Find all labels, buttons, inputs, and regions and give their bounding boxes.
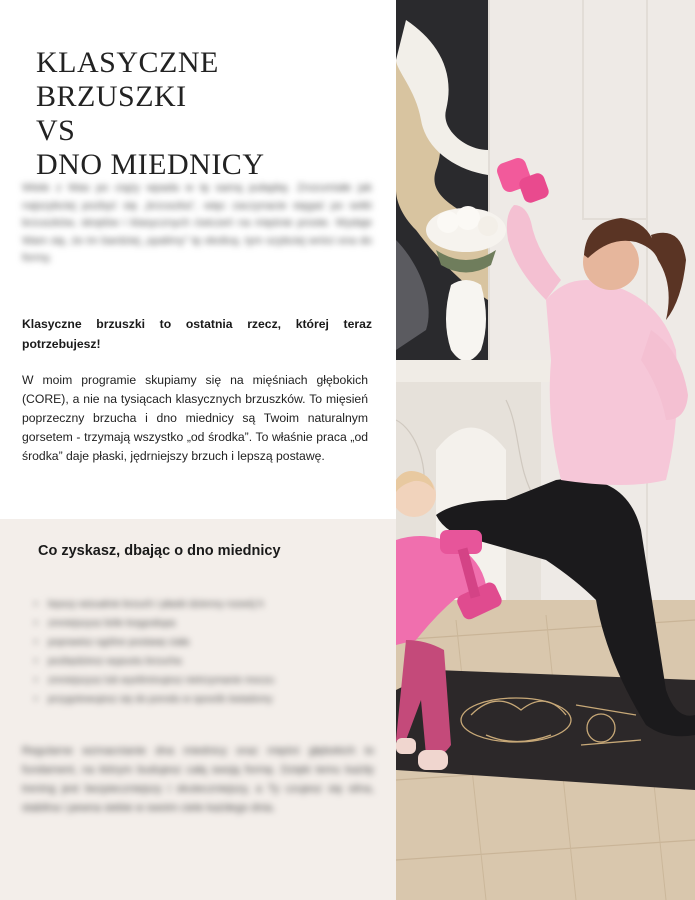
bold-statement: Klasyczne brzuszki to ostatnia rzecz, której teraz potrzebujesz! <box>22 317 372 351</box>
list-item: • zmniejszysz bóle kręgosłupa <box>34 614 370 633</box>
benefits-list-blurred <box>34 595 370 709</box>
page-title <box>36 46 376 182</box>
benefits-heading: Co zyskasz, dbając o dno miednicy <box>38 543 281 559</box>
list-item: • poprawisz ogólne postawę ciała <box>34 633 370 652</box>
intro-paragraph-blurred: Wiele z Was po ciąży wpada w tę samą pułapkę. Zrozumiałe jak najszybciej pozbyć się „brzuszka”, więc zaczynacie sięgać po setki brzuszków, skrętów i klasycznych ćwiczeń na mięśnie proste. Wydaje Wam się, że im bardziej „spalimy” tę okolicę, tym szybciej wróci ona do formy. <box>22 182 372 264</box>
list-item: • zmniejszysz lub wyeliminujesz nietrzymanie moczu <box>34 671 370 690</box>
marble-console <box>396 360 556 382</box>
closing-paragraph-blurred: Regularne wzmacnianie dna miednicy oraz mięśni głębokich to fundament, na którym budujesz całą swoją formę. Dzięki temu każdy trening jest bezpieczniejszy i skuteczniejszy, a Ty czujesz się silna, stabilna i pewna siebie w swoim ciele każdego dnia. <box>22 745 374 814</box>
list-item: • przygotowujesz się do porodu w sposób świadomy <box>34 690 370 709</box>
list-item: • lepszy wizualnie brzuch i płaski dzienny rozwój h <box>34 595 370 614</box>
title-line-2: VS <box>36 114 76 147</box>
body-paragraph: W moim programie skupiamy się na mięśniach głębokich (CORE), a nie na tysiącach klasycznych brzuszków. To mięsień poprzeczny brzucha i dno miednicy są Twoim naturalnym gorsetem - trzymają wszystko „od środka”. To właśnie praca „od środka” daje płaski, jędrniejszy brzuch i lepszą postawę. <box>22 373 368 463</box>
top-panel <box>0 0 396 519</box>
benefits-panel <box>0 519 396 900</box>
title-line-1: KLASYCZNE BRZUSZKI <box>36 46 219 113</box>
vase <box>446 280 486 361</box>
list-item: • pozbędziesz wypustu brzucha <box>34 652 370 671</box>
title-line-3: DNO MIEDNICY <box>36 148 265 181</box>
workout-photo <box>396 0 695 900</box>
photo-illustration <box>396 0 695 900</box>
